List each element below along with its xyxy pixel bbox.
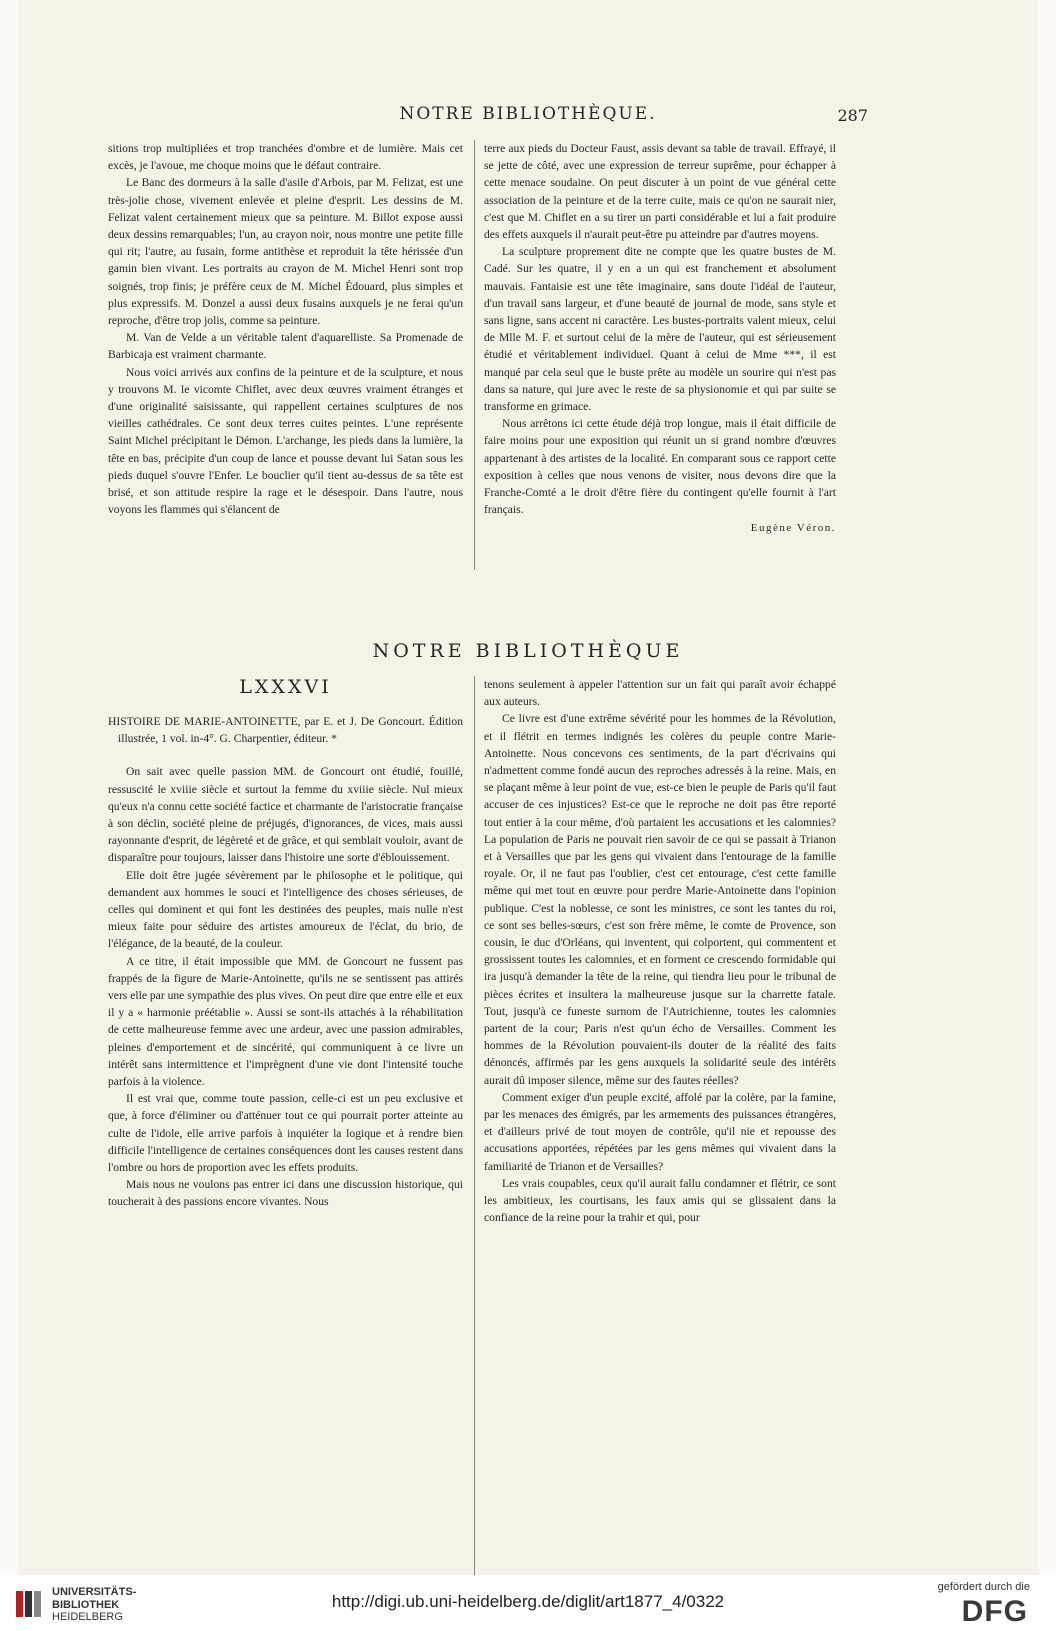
author-signature: Eugène Véron.: [750, 522, 836, 535]
section-title: NOTRE BIBLIOTHÈQUE: [372, 640, 684, 662]
paragraph: sitions trop multipliées et trop tranchées d'ombre et de lumière. Mais cet excès, je l'avoue, me choque moins que le défaut contraire.: [108, 142, 463, 173]
paragraph: On sait avec quelle passion MM. de Goncourt ont étudié, fouillé, ressuscité le xviiie siècle et surtout la femme du xviiie siècle. Nul mieux qu'eux n'a connu cette société factice et charmante de l'aristocratie française à son déclin, société pleine de préjugés, d'ignorances, de vices, mais aussi rayonnante d'esprit, de légèreté et de grâce, et qui semblait vouloir, avant de disparaître pour toujours, laisser dans l'histoire une sorte d'éblouissement.: [108, 765, 463, 865]
library-name-line2: BIBLIOTHEK: [52, 1598, 120, 1611]
paragraph: Elle doit être jugée sévèrement par le philosophe et le politique, qui demandent aux hommes le souci et l'intelligence des choses sérieuses, de celles qui dominent et qui font les destinées des peuples, mais nulle n'est mieux faite pour séduire des artistes amoureux de l'éclat, du brio, de l'élégance, de la beauté, de la couleur.: [108, 868, 463, 951]
permalink-url[interactable]: http://digi.ub.uni-heidelberg.de/diglit/art1877_4/0322: [331, 1592, 725, 1611]
paragraph: Comment exiger d'un peuple excité, affolé par la colère, par la famine, par les menaces des émigrés, par les armements des puissances étrangères, et d'ailleurs privé de tout moyen de contrôle, qu'il nie et repousse des accusations apportées, répétées par les gens mêmes qui vivaient dans la familiarité de Trianon et de Versailles?: [484, 1090, 836, 1173]
paragraph: Nous arrêtons ici cette étude déjà trop longue, mais il était difficile de faire moins pour une exposition qui réunit un si grand nombre d'œuvres appartenant à des artistes de la localité. En comparant sous ce rapport cette exposition à celles que nous venons de visiter, nous devons dire que la Franche-Comté a le droit d'être fière du contingent qu'elle fournit à l'art français.: [484, 417, 836, 517]
chapter-number: LXXXVI: [239, 676, 332, 698]
paragraph: A ce titre, il était impossible que MM. de Goncourt ne fussent pas frappés de la figure de Marie-Antoinette, qu'ils ne se sentissent pas attirés vers elle par une sympathie des plus vives. On peut dire que entre elle et eux il y a « harmonie préétablie ». Aussi se sont-ils attachés à la réhabilitation de cette malheureuse femme avec une ardeur, avec une passion admirables, pleines d'emportement et de sincérité, qui communiquent à ce livre un intérêt sans intermittence et l'imprègnent d'une vie dont l'intensité touche parfois à la violence.: [108, 954, 463, 1089]
bottom-left-column: [108, 713, 463, 1211]
library-name-line3: HEIDELBERG: [52, 1611, 123, 1623]
paragraph: M. Van de Velde a un véritable talent d'aquarelliste. Sa Promenade de Barbicaja est vraiment charmante.: [108, 331, 463, 362]
bibliography-entry: HISTOIRE DE MARIE-ANTOINETTE, par E. et J. De Goncourt. Édition illustrée, 1 vol. in-4°. G. Charpentier, éditeur. *: [108, 715, 463, 746]
paragraph: Nous voici arrivés aux confins de la peinture et de la sculpture, et nous y trouvons M. le vicomte Chiflet, avec deux œuvres vraiment étranges et d'une originalité saisissante, qui rappellent certaines sculptures de nos vieilles cathédrales. Ce sont deux terres cuites peintes. L'une représente Saint Michel précipitant le Démon. L'archange, les pieds dans la lumière, la tête en bas, précipite d'un coup de lance et pousse devant lui Satan sous les pieds duquel s'ouvre l'Enfer. Le bouclier qu'il tient au-dessus de sa tête est brisé, et son attitude respire la rage et le désespoir. Dans l'autre, nous voyons les flammes qui s'élancent de: [108, 365, 463, 517]
library-name-line1: UNIVERSITÄTS-: [52, 1586, 137, 1598]
column-divider-bottom: [474, 676, 475, 1576]
paragraph: terre aux pieds du Docteur Faust, assis devant sa table de travail. Effrayé, il se jette de côté, avec une expression de terreur suprême, pour échapper à cette menace soudaine. On peut discuter à un point de vue général cette association de la peinture et de la terre cuite, mais ce qu'on ne saurait nier, c'est que M. Chiflet en a su tirer un parti considérable et lui a fait produire des effets auxquels il n'aurait peut-être pu atteindre par d'autres moyens.: [484, 142, 836, 242]
paragraph: Le Banc des dormeurs à la salle d'asile d'Arbois, par M. Felizat, est une très-jolie chose, vivement enlevée et pleine d'esprit. Les dessins de M. Felizat valent certainement mieux que sa peinture. M. Billot expose aussi deux dessins remarquables; l'un, au crayon noir, nous montre une petite fille qui rit; l'autre, au fusain, forme antithèse et reproduit la tête hérissée d'un gamin bien vivant. Les portraits au crayon de M. Michel Henri sont trop soignés, trop finis; je préfère ceux de M. Michel Édouard, plus simples et plus expressifs. M. Donzel a aussi deux fusains auxquels je ne ferai qu'un reproche, d'être trop jolis, comme sa peinture.: [108, 176, 463, 328]
running-head: NOTRE BIBLIOTHÈQUE.: [399, 104, 657, 124]
page-number: 287: [837, 106, 868, 125]
paragraph: Ce livre est d'une extrême sévérité pour les hommes de la Révolution, et il flétrit en termes indignés les colères du peuple contre Marie-Antoinette. Nous concevons ces sentiments, de la part d'écrivains qui n'admettent comme fondé aucun des reproches adressés à la reine. Mais, en se plaçant même à leur point de vue, est-ce bien le peuple de Paris qu'il faut accuser de ces injustices? Est-ce que le reproche ne doit pas être reporté tout entier à la cour même, d'où partaient les accusations et les calomnies? La population de Paris ne pouvait rien savoir de ce qui se passait à Trianon et à Versailles que par les gens qui vivaient dans l'entourage de la famille royale. Or, il ne faut pas l'oublier, c'est cet entourage, c'est cette famille même qui met tout en œuvre pour perdre Marie-Antoinette dans l'opinion publique. C'est la noblesse, ce sont les ministres, ce sont les tantes du roi, ce sont ses belles-sœurs, c'est son frère même, le comte de Provence, son cousin, le duc d'Orléans, qui inventent, qui colportent, qui commentent et grossissent toutes les calomnies, et en forment ce crescendo formidable qui ira jusqu'à demander la tête de la reine, qui tiendra lieu pour le tribunal de pièces écrites et insultera la malheureuse jusque sur la charrette fatale. Tout, jusqu'à ce funeste surnom de l'Autrichienne, toutes les calomnies partent de la cour; Paris n'est qu'un écho de Versailles. Comment les hommes de la Révolution pouvaient-ils douter de la réalité des faits dénoncés, affirmés par les gens auxquels la solidarité seule des intérêts aurait dû imposer silence, même sur des fautes réelles?: [484, 712, 836, 1087]
paragraph: tenons seulement à appeler l'attention sur un fait qui paraît avoir échappé aux auteurs.: [484, 678, 836, 709]
paragraph: Mais nous ne voulons pas entrer ici dans une discussion historique, qui toucherait à des passions encore vivantes. Nous: [108, 1178, 463, 1209]
bottom-left-paragraphs: [108, 763, 463, 1210]
paragraph: La sculpture proprement dite ne compte que les quatre bustes de M. Cadé. Sur les quatre, il y en a un qui est franchement et absolument mauvais. Fantaisie est une tête imaginaire, sans doute l'idéal de l'auteur, d'un travail sans largeur, et d'une beauté de journal de mode, sans style et sans ligne, sans accent ni caractère. Les bustes-portraits valent mieux, celui de Mlle M. F. et surtout celui de la mère de l'auteur, qui est sérieusement étudié et véritablement individuel. Quant à celui de Mme ***, il est manqué par cela seul que le buste prête au modèle un sourire qui n'est pas dans sa nature, qui jure avec le reste de sa physionomie et qui par suite se transforme en grimace.: [484, 245, 836, 414]
top-left-column: [108, 140, 463, 518]
footer-bar: [0, 1575, 1056, 1631]
bottom-right-column: [484, 676, 836, 1227]
top-right-paragraphs: [484, 140, 836, 518]
dfg-caption: gefördert durch die: [937, 1581, 1030, 1593]
dfg-logo[interactable]: DFG: [961, 1595, 1028, 1628]
paragraph: Il est vrai que, comme toute passion, celle-ci est un peu exclusive et que, à force d'éliminer ou d'atténuer tout ce qui pourrait porter atteinte au culte de l'idole, elle arrive parfois à inquiéter la logique et à rendre bien difficile l'intelligence de certaines conséquences dont les causes restent dans l'ombre ou hors de proportion avec les effets produits.: [108, 1092, 463, 1175]
column-divider-top: [474, 140, 475, 570]
scanned-page: [18, 0, 1038, 1575]
paragraph: Les vrais coupables, ceux qu'il aurait fallu condamner et flétrir, ce sont les ambitieux, les courtisans, les faux amis qui se glissaient dans la confiance de la reine pour la trahir et qui, pour: [484, 1176, 836, 1225]
top-right-column: [484, 140, 836, 538]
